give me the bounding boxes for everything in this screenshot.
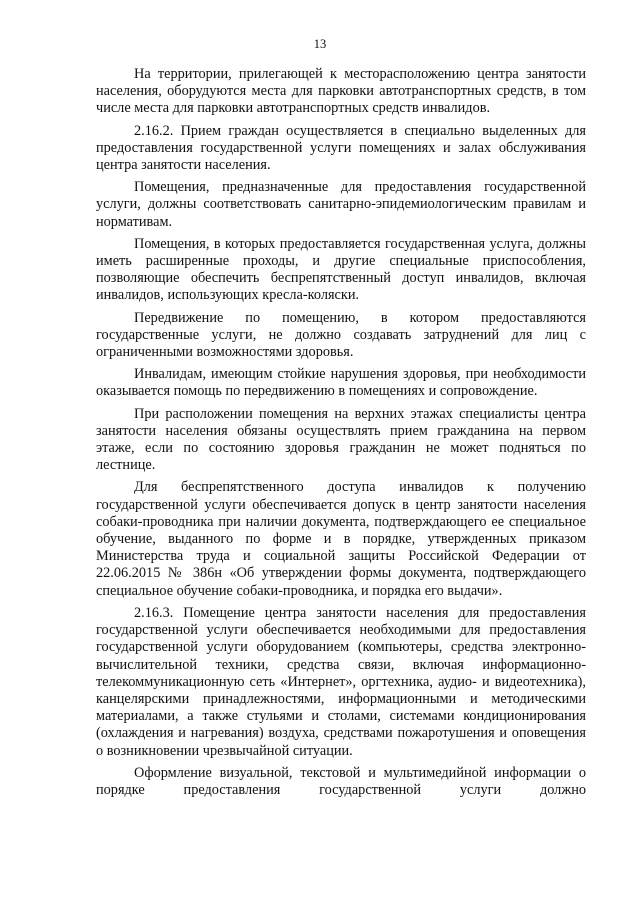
paragraph-sanitary-rules: Помещения, предназначенные для предоставления государственной услуги, должны соответствовать санитарно-эпидемиологическим правилам и нормативам. xyxy=(96,179,586,230)
paragraph-movement: Передвижение по помещению, в котором предоставляются государственные услуги, не должно создавать затруднений для лиц с ограниченными возможностями здоровья. xyxy=(96,309,586,361)
paragraph-wide-passages: Помещения, в которых предоставляется государственная услуга, должны иметь расширенные проходы, и другие специальные приспособления, позволяющие обеспечить беспрепятственный доступ инвалидов, включая инвалидов, использующих кресла-коляски. xyxy=(96,235,586,304)
paragraph-2-16-2: 2.16.2. Прием граждан осуществляется в специально выделенных для предоставления государственной услуги помещениях и залах обслуживания центра занятости населения. xyxy=(96,122,586,174)
paragraph-parking: На территории, прилегающей к месторасположению центра занятости населения, оборудуются места для парковки автотранспортных средств, в том числе места для парковки автотранспортных средств инвалидов. xyxy=(96,66,586,117)
paragraph-assistance: Инвалидам, имеющим стойкие нарушения здоровья, при необходимости оказывается помощь по передвижению в помещениях и сопровождение. xyxy=(96,366,586,400)
paragraph-guide-dog: Для беспрепятственного доступа инвалидов к получению государственной услуги обеспечивается допуск в центр занятости населения собаки-проводника при наличии документа, подтверждающего ее специальное обучение, выданного по форме и в порядке, утвержденных приказом Министерства труда и социальной защиты Российской Федерации от 22.06.2015 № 386н «Об утверждении формы документа, подтверждающего специальное обучение собаки-проводника, и порядка его выдачи». xyxy=(96,479,586,599)
paragraph-information-design: Оформление визуальной, текстовой и мультимедийной информации о порядке предоставления государственной услуги должно xyxy=(96,764,586,798)
document-body xyxy=(96,66,586,799)
page-number: 13 xyxy=(313,37,327,51)
paragraph-upper-floors: При расположении помещения на верхних этажах специалисты центра занятости населения обязаны осуществлять прием гражданина на первом этаже, если по состоянию здоровья гражданин не может подняться по лестнице. xyxy=(96,405,586,474)
paragraph-2-16-3: 2.16.3. Помещение центра занятости населения для предоставления государственной услуги обеспечивается необходимыми для предоставления государственной услуги оборудованием (компьютеры, средства электронно-вычислительной техники, средства связи, включая информационно-телекоммуникационную сеть «Интернет», оргтехника, аудио- и видеотехника), канцелярскими принадлежностями, информационными и методическими материалами, а также стульями и столами, системами кондиционирования (охлаждения и нагревания) воздуха, средствами пожаротушения и оповещения о возникновении чрезвычайной ситуации. xyxy=(96,604,586,759)
